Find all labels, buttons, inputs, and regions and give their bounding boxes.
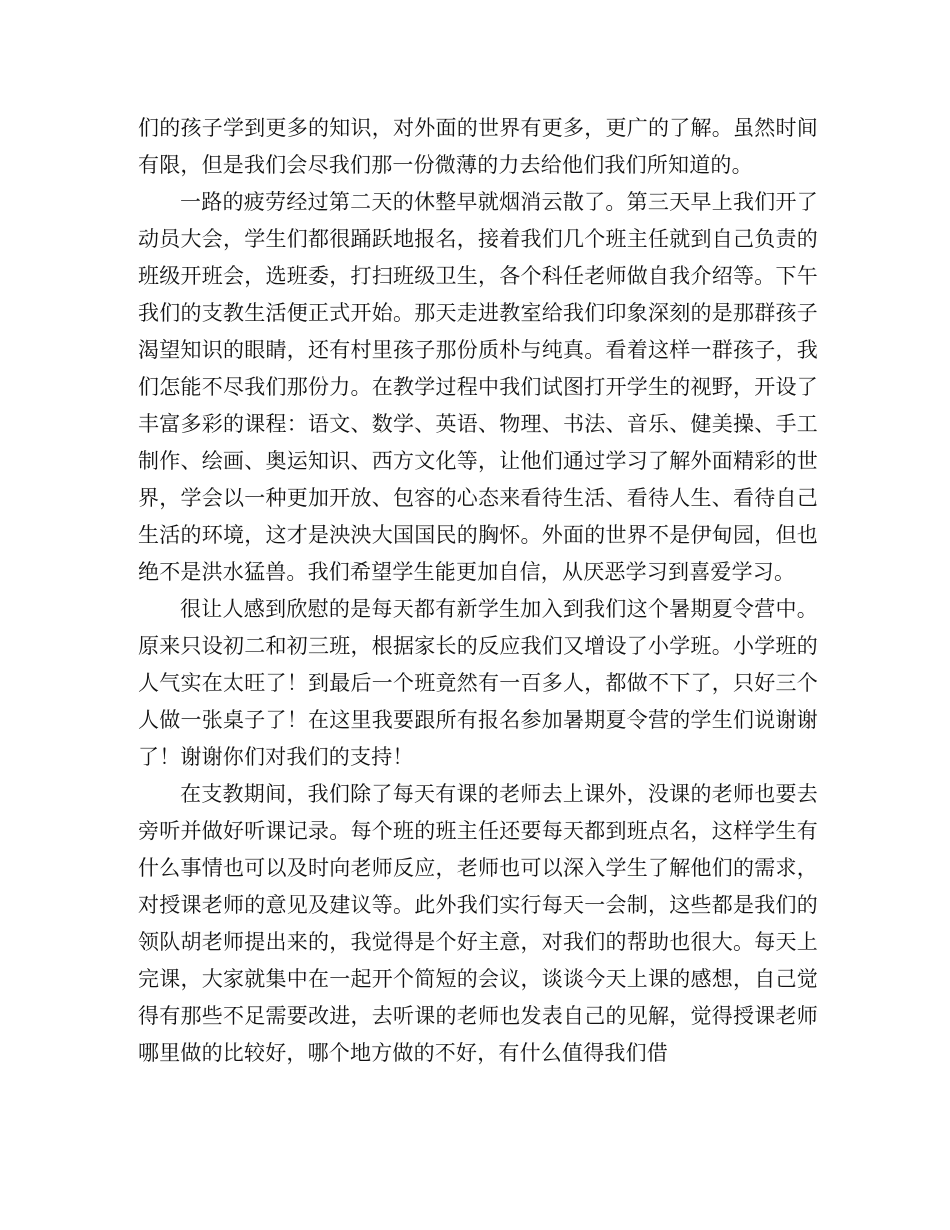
paragraph-3: 很让人感到欣慰的是每天都有新学生加入到我们这个暑期夏令营中。原来只设初二和初三班，根据家长的反应我们又增设了小学班。小学班的人气实在太旺了！到最后一个班竟然有一百多人，都做不下了，只好三个人做一张桌子了！在这里我要跟所有报名参加暑期夏令营的学生们说谢谢了！谢谢你们对我们的支持！ <box>138 597 818 769</box>
paragraph-2: 一路的疲劳经过第二天的休整早就烟消云散了。第三天早上我们开了动员大会，学生们都很踊跃地报名，接着我们几个班主任就到自己负责的班级开班会，选班委，打扫班级卫生，各个科任老师做自我介绍等。下午我们的支教生活便正式开始。那天走进教室给我们印象深刻的是那群孩子渴望知识的眼睛，还有村里孩子那份质朴与纯真。看着这样一群孩子，我们怎能不尽我们那份力。在教学过程中我们试图打开学生的视野，开设了丰富多彩的课程：语文、数学、英语、物理、书法、音乐、健美操、手工制作、绘画、奥运知识、西方文化等，让他们通过学习了解外面精彩的世界，学会以一种更加开放、包容的心态来看待生活、看待人生、看待自己生活的环境，这才是泱泱大国国民的胸怀。外面的世界不是伊甸园，但也绝不是洪水猛兽。我们希望学生能更加自信，从厌恶学习到喜爱学习。 <box>138 190 818 584</box>
document-body <box>138 110 818 1072</box>
paragraph-4: 在支教期间，我们除了每天有课的老师去上课外，没课的老师也要去旁听并做好听课记录。每个班的班主任还要每天都到班点名，这样学生有什么事情也可以及时向老师反应，老师也可以深入学生了解他们的需求，对授课老师的意见及建议等。此外我们实行每天一会制，这些都是我们的领队胡老师提出来的，我觉得是个好主意，对我们的帮助也很大。每天上完课，大家就集中在一起开个简短的会议，谈谈今天上课的感想，自己觉得有那些不足需要改进，去听课的老师也发表自己的见解，觉得授课老师哪里做的比较好，哪个地方做的不好，有什么值得我们借 <box>138 782 818 1065</box>
paragraph-1-continued: 们的孩子学到更多的知识，对外面的世界有更多，更广的了解。虽然时间有限，但是我们会尽我们那一份微薄的力去给他们我们所知道的。 <box>138 116 818 177</box>
